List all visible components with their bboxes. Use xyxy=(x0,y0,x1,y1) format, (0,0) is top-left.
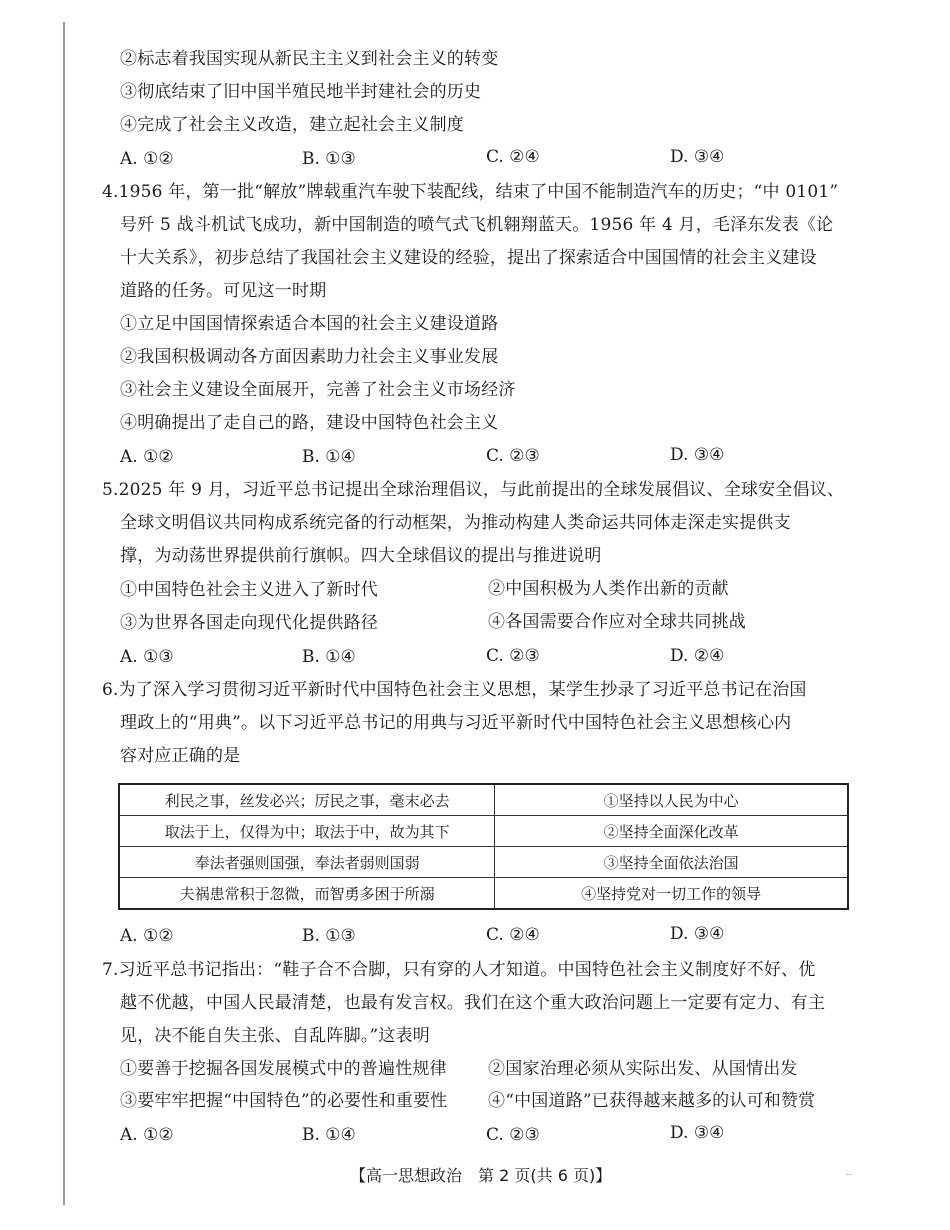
q3-statement-2: ②标志着我国实现从新民主主义到社会主义的转变 xyxy=(120,49,499,69)
q7-statement-1: ①要善于挖掘各国发展模式中的普遍性规律 xyxy=(120,1059,447,1079)
q6-option-d[interactable]: D. ③④ xyxy=(670,924,725,944)
q3-option-c[interactable]: C. ②④ xyxy=(486,147,540,167)
q7-option-a[interactable]: A. ①② xyxy=(120,1125,174,1145)
table-cell-principle: ④坚持党对一切工作的领导 xyxy=(495,878,848,910)
q4-stem-line-4: 道路的任务。可见这一时期 xyxy=(120,281,327,301)
q7-option-d[interactable]: D. ③④ xyxy=(670,1123,725,1143)
q6-stem-line-3: 容对应正确的是 xyxy=(120,746,241,766)
table-row xyxy=(119,816,848,847)
table-cell-principle: ③坚持全面依法治国 xyxy=(495,847,848,878)
q3-option-b[interactable]: B. ①③ xyxy=(302,149,356,169)
table-cell-principle: ②坚持全面深化改革 xyxy=(495,816,848,847)
q5-statement-3: ③为世界各国走向现代化提供路径 xyxy=(120,613,378,633)
q7-option-b[interactable]: B. ①④ xyxy=(302,1125,356,1145)
q6-stem-line-1: 6.为了深入学习贯彻习近平新时代中国特色社会主义思想，某学生抄录了习近平总书记在治国 xyxy=(102,680,807,700)
q3-statement-3: ③彻底结束了旧中国半殖民地半封建社会的历史 xyxy=(120,82,482,102)
q7-stem-line-3: 见，决不能自失主张、自乱阵脚。”这表明 xyxy=(120,1026,430,1046)
footer-page-info: 第 2 页(共 6 页)】 xyxy=(478,1166,612,1185)
q4-option-b[interactable]: B. ①④ xyxy=(302,447,356,467)
page-footer xyxy=(350,1166,611,1186)
q4-stem-line-2: 号歼 5 战斗机试飞成功，新中国制造的喷气式飞机翱翔蓝天。1956 年 4 月，毛泽东发表《论 xyxy=(120,215,834,235)
q7-stem-line-2: 越不优越，中国人民最清楚，也最有发言权。我们在这个重大政治问题上一定要有定力、有主 xyxy=(120,993,826,1013)
q7-stem-line-1: 7.习近平总书记指出：“鞋子合不合脚，只有穿的人才知道。中国特色社会主义制度好不好、优 xyxy=(102,960,816,980)
table-cell-quote: 奉法者强则国强，奉法者弱则国弱 xyxy=(119,847,495,878)
table-cell-principle: ①坚持以人民为中心 xyxy=(495,784,848,816)
table-row xyxy=(119,847,848,878)
q7-option-c[interactable]: C. ②③ xyxy=(486,1125,540,1145)
q5-statement-1: ①中国特色社会主义进入了新时代 xyxy=(120,580,378,600)
q3-option-a[interactable]: A. ①② xyxy=(120,149,174,169)
q4-option-a[interactable]: A. ①② xyxy=(120,447,174,467)
binding-margin-line xyxy=(63,22,65,1205)
table-cell-quote: 利民之事，丝发必兴；厉民之事，毫末必去 xyxy=(119,784,495,816)
q6-option-b[interactable]: B. ①③ xyxy=(302,926,356,946)
q4-option-d[interactable]: D. ③④ xyxy=(670,445,725,465)
q5-stem-line-3: 撑，为动荡世界提供前行旗帜。四大全球倡议的提出与推进说明 xyxy=(120,546,602,566)
q6-stem-line-2: 理政上的“用典”。以下习近平总书记的用典与习近平新时代中国特色社会主义思想核心内 xyxy=(120,713,792,733)
table-cell-quote: 夫祸患常积于忽微，而智勇多困于所溺 xyxy=(119,878,495,910)
q5-option-b[interactable]: B. ①④ xyxy=(302,647,356,667)
table-row xyxy=(119,878,848,910)
corner-mark: -- xyxy=(846,1170,853,1180)
q5-option-a[interactable]: A. ①③ xyxy=(120,647,174,667)
q5-statement-4: ④各国需要合作应对全球共同挑战 xyxy=(488,612,746,632)
q5-option-d[interactable]: D. ②④ xyxy=(670,646,725,666)
q7-statement-4: ④“中国道路”已获得越来越多的认可和赞赏 xyxy=(488,1091,816,1111)
q7-statement-2: ②国家治理必须从实际出发、从国情出发 xyxy=(488,1059,798,1079)
q4-option-c[interactable]: C. ②③ xyxy=(486,446,540,466)
q5-stem-line-2: 全球文明倡议共同构成系统完备的行动框架，为推动构建人类命运共同体走深走实提供支 xyxy=(120,513,791,533)
table-cell-quote: 取法于上，仅得为中；取法于中，故为其下 xyxy=(119,816,495,847)
quote-mapping-table xyxy=(118,783,849,910)
q4-stem-line-3: 十大关系》，初步总结了我国社会主义建设的经验，提出了探索适合中国国情的社会主义建设 xyxy=(120,248,817,268)
footer-subject: 【高一思想政治 xyxy=(350,1166,463,1185)
q4-stem-line-1: 4.1956 年，第一批“解放”牌载重汽车驶下装配线，结束了中国不能制造汽车的历史；“中 0101” xyxy=(102,182,839,202)
q4-statement-4: ④明确提出了走自己的路，建设中国特色社会主义 xyxy=(120,413,499,433)
q7-statement-3: ③要牢牢把握“中国特色”的必要性和重要性 xyxy=(120,1091,448,1111)
q6-option-a[interactable]: A. ①② xyxy=(120,926,174,946)
q3-statement-4: ④完成了社会主义改造，建立起社会主义制度 xyxy=(120,115,464,135)
q5-statement-2: ②中国积极为人类作出新的贡献 xyxy=(488,579,729,599)
q4-statement-2: ②我国积极调动各方面因素助力社会主义事业发展 xyxy=(120,347,499,367)
q5-stem-line-1: 5.2025 年 9 月，习近平总书记提出全球治理倡议，与此前提出的全球发展倡议、全球安全倡议、 xyxy=(102,480,845,500)
q4-statement-1: ①立足中国国情探索适合本国的社会主义建设道路 xyxy=(120,314,499,334)
table-row xyxy=(119,784,848,816)
q4-statement-3: ③社会主义建设全面展开，完善了社会主义市场经济 xyxy=(120,380,516,400)
q5-option-c[interactable]: C. ②③ xyxy=(486,646,540,666)
q3-option-d[interactable]: D. ③④ xyxy=(670,147,725,167)
q6-option-c[interactable]: C. ②④ xyxy=(486,925,540,945)
